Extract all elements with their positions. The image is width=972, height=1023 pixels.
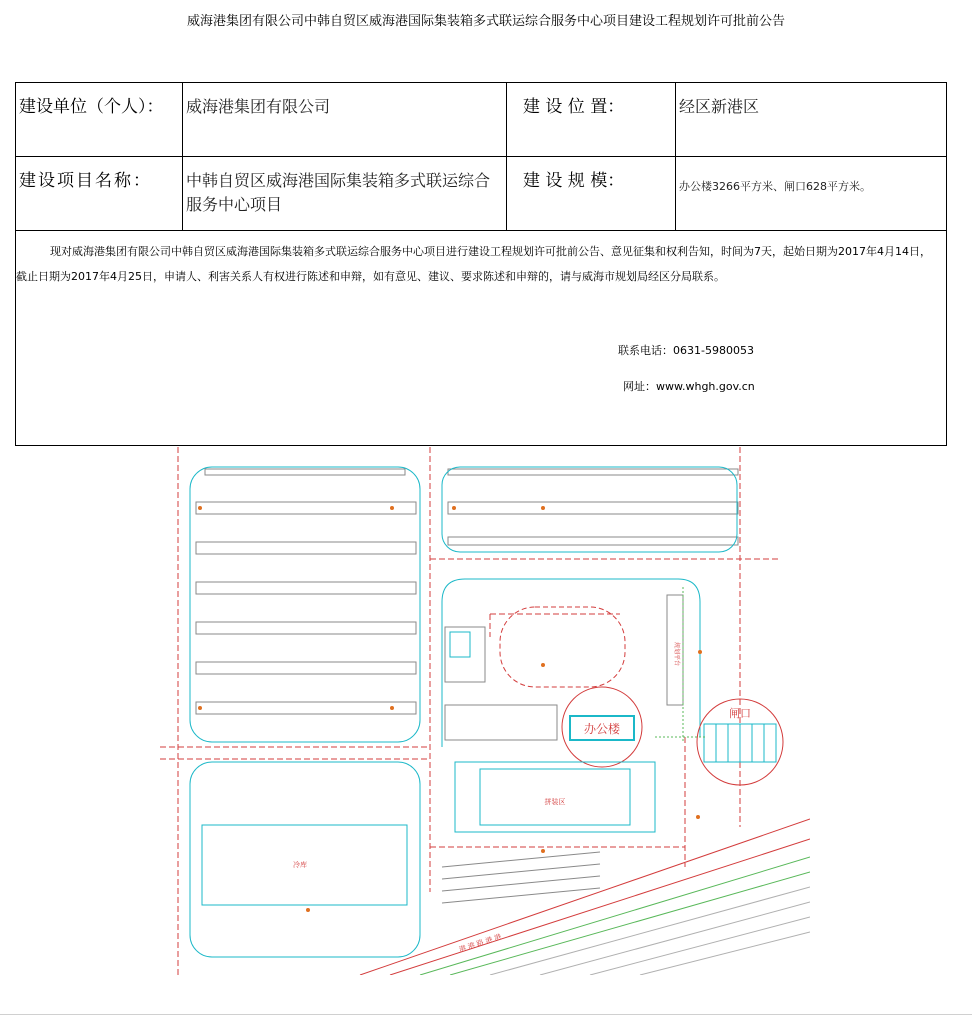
office-parking-area — [500, 607, 625, 687]
label-scale: 建 设 规 模： — [523, 171, 625, 191]
warehouse — [455, 762, 655, 832]
rail-tracks — [490, 887, 810, 975]
container-yard — [190, 467, 420, 742]
value-cell — [676, 157, 947, 231]
label-location: 建 设 位 置： — [523, 97, 625, 117]
yard-label: 冷库 — [293, 861, 307, 869]
diagonal-road — [420, 857, 810, 975]
notice-body: 现对威海港集团有限公司中韩自贸区威海港国际集装箱多式联运综合服务中心项目进行建设工程规划许可批前公告、意见征集和权利告知，时间为7天，起始日期为2017年4月14日，截止日期为2017年4月25日，申请人、利害关系人有权进行陈述和申辩，如有意见、建议、要求陈述和申辩的，请与威海市规划局经区分局联系。 — [16, 245, 931, 283]
value-project-name: 中韩自贸区威海港国际集装箱多式联运综合服务中心项目 — [186, 171, 491, 214]
survey-markers — [198, 506, 702, 912]
site-boundaries — [160, 447, 780, 975]
container-rows — [196, 469, 738, 714]
container-yard — [442, 467, 737, 552]
value-location: 经区新港区 — [679, 97, 760, 116]
table-row — [16, 83, 947, 157]
building-block — [445, 705, 557, 740]
label-cell — [16, 83, 183, 157]
office-label: 办公楼 — [583, 722, 621, 736]
gate-label: 闸口 — [729, 707, 751, 720]
value-scale: 办公楼3266平方米、闸口628平方米。 — [679, 180, 871, 193]
label-cell — [507, 83, 676, 157]
table-row — [16, 231, 947, 446]
notice-table — [15, 82, 947, 446]
value-construction-unit: 威海港集团有限公司 — [186, 97, 331, 116]
page-title: 威海港集团有限公司中韩自贸区威海港国际集装箱多式联运综合服务中心项目建设工程规划许可批前公告 — [186, 14, 785, 29]
site-plan — [160, 447, 810, 975]
label-cell — [507, 157, 676, 231]
contact-website: 网址：www.whgh.gov.cn — [623, 380, 755, 393]
label-construction-unit: 建设单位（个人）： — [19, 97, 164, 117]
value-cell — [183, 157, 507, 231]
warehouse-label: 拼装区 — [544, 798, 566, 806]
footer-divider — [0, 1014, 972, 1015]
contact-phone: 联系电话：0631-5980053 — [618, 344, 754, 357]
label-project-name: 建设项目名称： — [19, 171, 152, 191]
value-cell — [183, 83, 507, 157]
notice-body-cell — [16, 231, 947, 446]
label-cell — [16, 157, 183, 231]
road-name-label: 港 港 路 港 港 — [458, 932, 503, 954]
diagonal-road — [360, 819, 810, 975]
gate-lanes — [716, 724, 764, 762]
warehouse-inner — [480, 769, 630, 825]
road-label: 规划平台 — [673, 642, 680, 667]
table-row — [16, 157, 947, 231]
value-cell — [676, 83, 947, 157]
cold-storage-yard — [190, 762, 420, 957]
building-block — [445, 627, 485, 682]
building-block — [450, 632, 470, 657]
diagonal-parking — [442, 852, 600, 903]
